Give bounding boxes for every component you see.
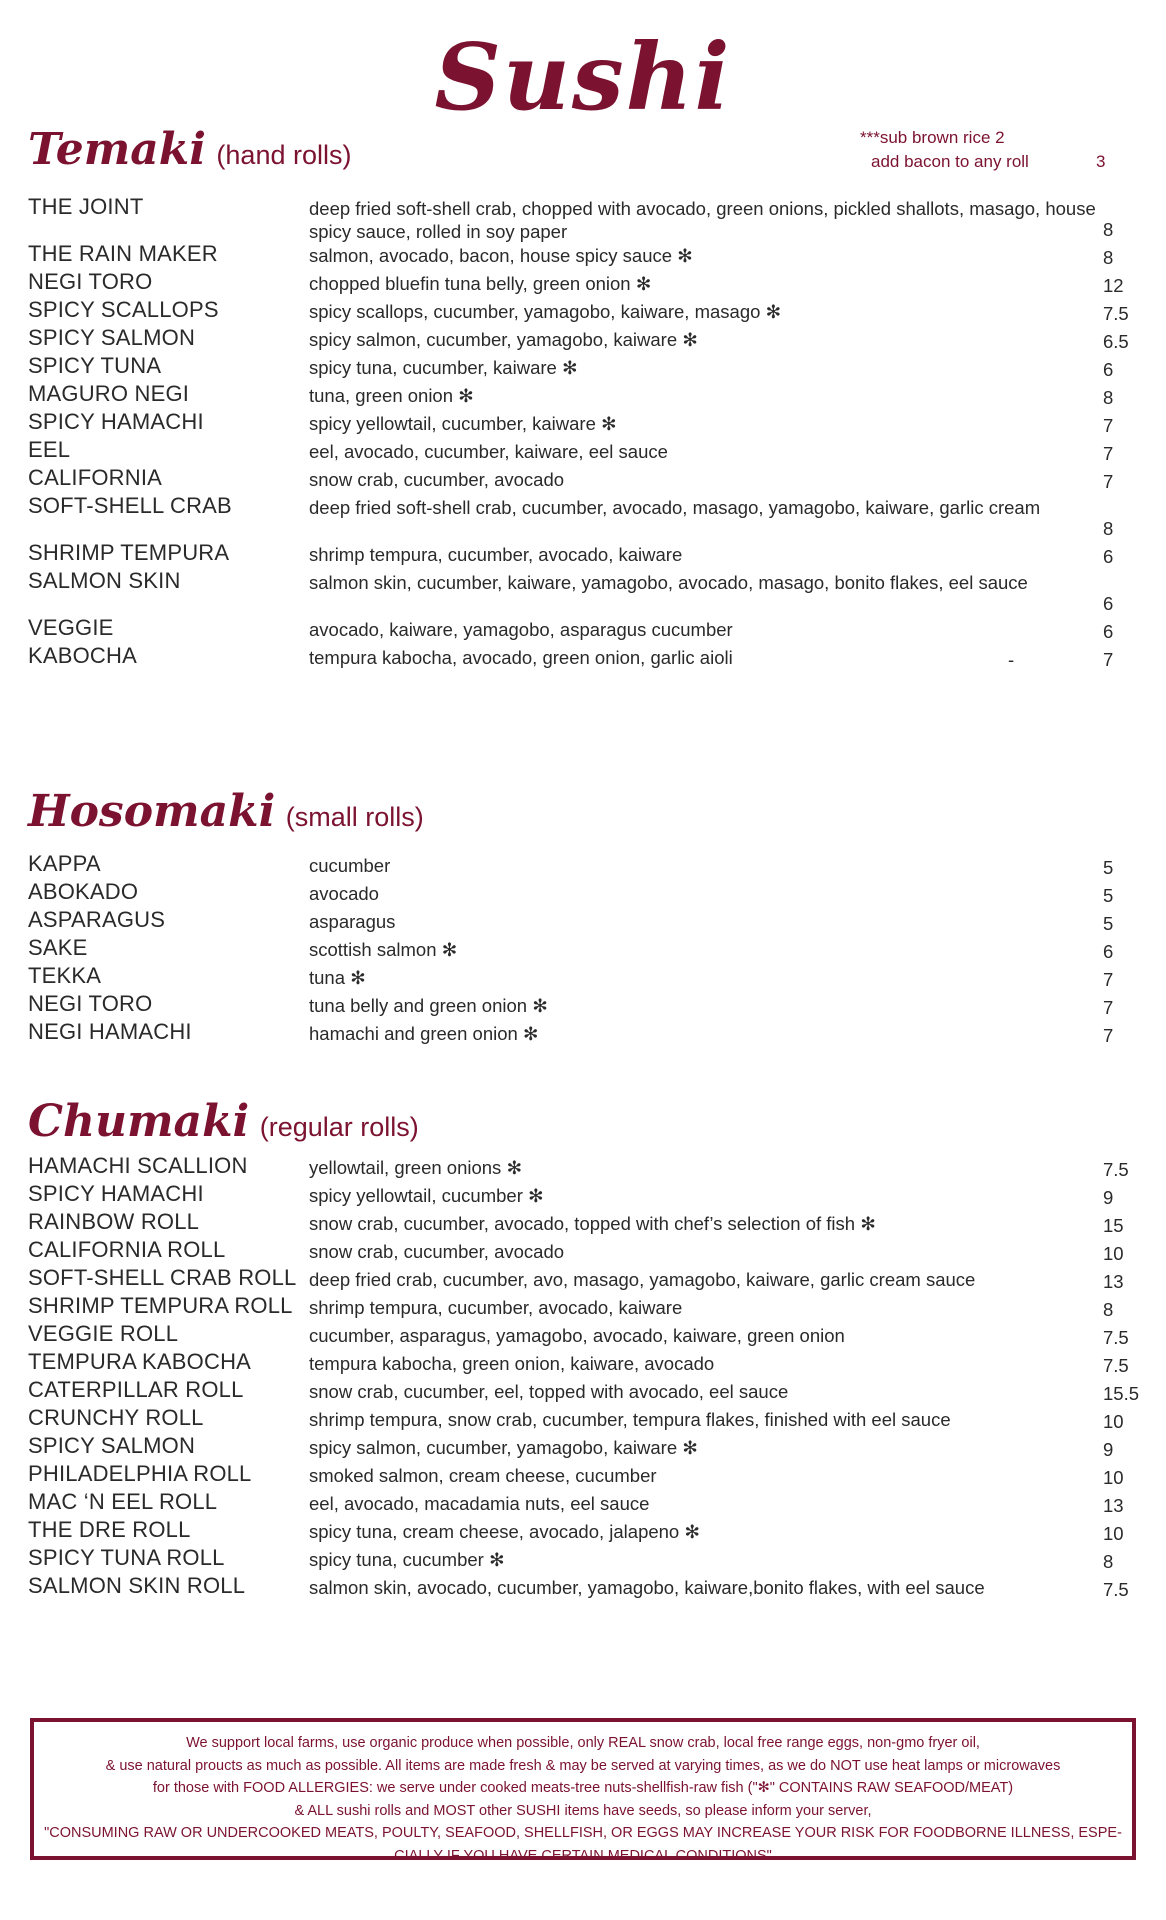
menu-item — [0, 1405, 1166, 1433]
menu-item — [0, 1209, 1166, 1237]
item-name: ABOKADO — [28, 879, 139, 904]
item-price: 7.5 — [1103, 1159, 1129, 1180]
item-name: SPICY HAMACHI — [28, 409, 204, 434]
menu-item — [0, 1293, 1166, 1321]
item-price: 10 — [1103, 1523, 1124, 1544]
item-name: SHRIMP TEMPURA ROLL — [28, 1293, 293, 1318]
item-name: CALIFORNIA ROLL — [28, 1237, 226, 1262]
item-name: THE RAIN MAKER — [28, 241, 218, 266]
item-name: SPICY SALMON — [28, 325, 196, 350]
item-price: 15.5 — [1103, 1383, 1140, 1404]
item-description: eel, avocado, macadamia nuts, eel sauce — [309, 1493, 650, 1514]
menu-item — [0, 1433, 1166, 1461]
footer-line: CIALLY IF YOU HAVE CERTAIN MEDICAL CONDITIONS" — [394, 1847, 772, 1864]
menu-item — [0, 851, 1166, 879]
item-description: asparagus — [309, 911, 396, 932]
menu-item — [0, 1321, 1166, 1349]
item-name: THE JOINT — [28, 194, 144, 219]
chumaki-list — [0, 1153, 1166, 1601]
item-description: spicy tuna, cream cheese, avocado, jalapeno ✻ — [309, 1521, 700, 1542]
menu-item — [0, 1517, 1166, 1545]
chumaki-heading — [28, 1096, 419, 1147]
item-name: MAC ‘N EEL ROLL — [28, 1489, 218, 1514]
bacon-note: add bacon to any roll — [871, 152, 1029, 171]
item-name: SALMON SKIN ROLL — [28, 1573, 246, 1598]
item-price: 12 — [1103, 275, 1124, 296]
item-price: 8 — [1103, 518, 1114, 539]
item-name: HAMACHI SCALLION — [28, 1153, 248, 1178]
item-description: spicy salmon, cucumber, yamagobo, kaiware ✻ — [309, 1437, 698, 1458]
menu-item — [0, 907, 1166, 935]
item-description: snow crab, cucumber, avocado, topped with chef’s selection of fish ✻ — [309, 1213, 876, 1234]
item-description: tuna, green onion ✻ — [309, 385, 474, 406]
item-description: spicy yellowtail, cucumber, kaiware ✻ — [309, 413, 617, 434]
item-description: deep fried crab, cucumber, avo, masago, yamagobo, kaiware, garlic cream sauce — [309, 1269, 976, 1290]
item-name: SPICY SCALLOPS — [28, 297, 219, 322]
allergy-disclaimer-box — [30, 1718, 1136, 1864]
item-description: hamachi and green onion ✻ — [309, 1023, 539, 1044]
menu-item — [0, 1489, 1166, 1517]
item-name: CALIFORNIA — [28, 465, 163, 490]
menu-item — [0, 1377, 1166, 1405]
item-price: 8 — [1103, 387, 1114, 408]
item-name: MAGURO NEGI — [28, 381, 190, 406]
item-price: 13 — [1103, 1271, 1124, 1292]
menu-item — [0, 1237, 1166, 1265]
menu-item — [0, 963, 1166, 991]
item-name: TEMPURA KABOCHA — [28, 1349, 252, 1374]
item-description: snow crab, cucumber, eel, topped with avocado, eel sauce — [309, 1381, 789, 1402]
item-description: scottish salmon ✻ — [309, 939, 458, 960]
menu-item — [0, 1573, 1166, 1601]
menu-item — [0, 194, 1166, 241]
hosomaki-subtitle: (small rolls) — [285, 802, 424, 832]
item-name: SOFT-SHELL CRAB ROLL — [28, 1265, 297, 1290]
item-description: shrimp tempura, cucumber, avocado, kaiware — [309, 1297, 683, 1318]
item-name: NEGI HAMACHI — [28, 1019, 192, 1044]
menu-item — [0, 991, 1166, 1019]
chumaki-subtitle: (regular rolls) — [259, 1112, 419, 1142]
item-description: tuna ✻ — [309, 967, 366, 988]
item-description: snow crab, cucumber, avocado — [309, 1241, 565, 1262]
item-description: cucumber — [309, 855, 391, 876]
item-description: tempura kabocha, green onion, kaiware, avocado — [309, 1353, 715, 1374]
footer-line: & ALL sushi rolls and MOST other SUSHI items have seeds, so please inform your server, — [294, 1802, 872, 1819]
item-price: 6 — [1103, 593, 1114, 614]
footer-line: for those with FOOD ALLERGIES: we serve under cooked meats-tree nuts-shellfish-raw fish ("✻" CONTAINS RAW SEAFOOD/MEAT) — [152, 1780, 1014, 1796]
item-description: spicy tuna, cucumber ✻ — [309, 1549, 505, 1570]
item-price: 15 — [1103, 1215, 1124, 1236]
item-name: SALMON SKIN — [28, 568, 181, 593]
item-name: SPICY SALMON — [28, 1433, 196, 1458]
menu-item — [0, 269, 1166, 297]
item-name: NEGI TORO — [28, 991, 153, 1016]
item-price: 7.5 — [1103, 1355, 1129, 1376]
item-description: salmon skin, cucumber, kaiware, yamagobo, avocado, masago, bonito flakes, eel sauce — [309, 572, 1028, 593]
item-description: spicy scallops, cucumber, yamagobo, kaiware, masago ✻ — [309, 301, 782, 322]
item-description: chopped bluefin tuna belly, green onion ✻ — [309, 273, 652, 294]
menu-item — [0, 1153, 1166, 1181]
item-price: 7.5 — [1103, 1327, 1129, 1348]
menu-item — [0, 1265, 1166, 1293]
temaki-heading — [28, 124, 351, 175]
item-description: avocado — [309, 883, 379, 904]
item-name: SPICY HAMACHI — [28, 1181, 204, 1206]
item-description: spicy salmon, cucumber, yamagobo, kaiware ✻ — [309, 329, 698, 350]
item-description: tuna belly and green onion ✻ — [309, 995, 548, 1016]
item-description: eel, avocado, cucumber, kaiware, eel sauce — [309, 441, 668, 462]
menu-item — [0, 1461, 1166, 1489]
item-description: cucumber, asparagus, yamagobo, avocado, kaiware, green onion — [309, 1325, 845, 1346]
item-price: 10 — [1103, 1411, 1124, 1432]
item-price: 7.5 — [1103, 1579, 1129, 1600]
menu-item — [0, 1019, 1166, 1047]
item-name: KAPPA — [28, 851, 101, 876]
item-price: 8 — [1103, 1299, 1114, 1320]
item-description: snow crab, cucumber, avocado — [309, 469, 565, 490]
footer-line: & use natural proucts as much as possible. All items are made fresh & may be served at varying times, as we do NOT use heat lamps or microwaves — [105, 1757, 1061, 1774]
item-name: VEGGIE — [28, 615, 114, 640]
menu-item — [0, 325, 1166, 353]
chumaki-title: Chumaki — [28, 1096, 250, 1147]
item-price: 7 — [1103, 443, 1114, 464]
item-name: VEGGIE ROLL — [28, 1321, 179, 1346]
item-price: 6 — [1103, 941, 1114, 962]
item-price: 6.5 — [1103, 331, 1129, 352]
item-price: 6 — [1103, 621, 1114, 642]
item-description: tempura kabocha, avocado, green onion, garlic aioli — [309, 647, 733, 668]
hosomaki-title: Hosomaki — [28, 786, 276, 837]
item-price: 7 — [1103, 415, 1114, 436]
menu-item — [0, 568, 1166, 615]
menu-item — [0, 353, 1166, 381]
item-price: 8 — [1103, 1551, 1114, 1572]
menu-item — [0, 241, 1166, 269]
item-name: EEL — [28, 437, 71, 462]
item-price: 9 — [1103, 1187, 1114, 1208]
item-description: shrimp tempura, snow crab, cucumber, tempura flakes, finished with eel sauce — [309, 1409, 951, 1430]
item-name: PHILADELPHIA ROLL — [28, 1461, 252, 1486]
item-description: spicy yellowtail, cucumber ✻ — [309, 1185, 544, 1206]
menu-item — [0, 1181, 1166, 1209]
item-dash: - — [1008, 649, 1015, 670]
brown-rice-note: ***sub brown rice 2 — [860, 128, 1005, 147]
menu-item — [0, 409, 1166, 437]
item-price: 9 — [1103, 1439, 1114, 1460]
item-price: 5 — [1103, 857, 1114, 878]
item-name: TEKKA — [28, 963, 102, 988]
item-price: 10 — [1103, 1243, 1124, 1264]
menu-item — [0, 643, 1166, 671]
footer-line: We support local farms, use organic produce when possible, only REAL snow crab, local free range eggs, non-gmo fryer oil, — [186, 1735, 980, 1751]
item-price: 8 — [1103, 219, 1114, 240]
menu-item — [0, 437, 1166, 465]
menu-item — [0, 493, 1166, 540]
item-name: KABOCHA — [28, 643, 137, 668]
menu-item — [0, 1349, 1166, 1377]
item-price: 8 — [1103, 247, 1114, 268]
menu-item — [0, 1545, 1166, 1573]
item-price: 5 — [1103, 913, 1114, 934]
page-title: Sushi — [434, 23, 732, 131]
item-price: 13 — [1103, 1495, 1124, 1516]
menu-item — [0, 381, 1166, 409]
temaki-title: Temaki — [28, 124, 206, 175]
item-name: CRUNCHY ROLL — [28, 1405, 204, 1430]
item-description: salmon skin, avocado, cucumber, yamagobo, kaiware,bonito flakes, with eel sauce — [309, 1577, 985, 1598]
temaki-subtitle: (hand rolls) — [216, 140, 352, 170]
item-description: deep fried soft-shell crab, chopped with avocado, green onions, pickled shallots, masago, house spicy sauce, rolled in soy paper — [309, 198, 1096, 242]
item-price: 10 — [1103, 1467, 1124, 1488]
item-price: 6 — [1103, 359, 1114, 380]
item-name: SPICY TUNA ROLL — [28, 1545, 225, 1570]
menu-item — [0, 297, 1166, 325]
item-name: ASPARAGUS — [28, 907, 166, 932]
menu-item — [0, 615, 1166, 643]
menu-item — [0, 879, 1166, 907]
item-name: SPICY TUNA — [28, 353, 162, 378]
hosomaki-heading — [28, 786, 424, 837]
item-description: smoked salmon, cream cheese, cucumber — [309, 1465, 657, 1486]
item-description: deep fried soft-shell crab, cucumber, avocado, masago, yamagobo, kaiware, garlic cream — [309, 497, 1041, 518]
menu-item — [0, 935, 1166, 963]
menu-item — [0, 540, 1166, 568]
hosomaki-list — [0, 851, 1166, 1047]
item-description: yellowtail, green onions ✻ — [309, 1157, 522, 1178]
bacon-price: 3 — [1096, 152, 1106, 171]
item-name: SHRIMP TEMPURA — [28, 540, 230, 565]
item-name: NEGI TORO — [28, 269, 153, 294]
menu-item — [0, 465, 1166, 493]
item-price: 7 — [1103, 471, 1114, 492]
item-name: CATERPILLAR ROLL — [28, 1377, 244, 1402]
footer-line: "CONSUMING RAW OR UNDERCOOKED MEATS, POULTY, SEAFOOD, SHELLFISH, OR EGGS MAY INCREASE YOUR RISK FOR FOODBORNE ILLNESS, ESPE- — [44, 1825, 1122, 1841]
item-price: 5 — [1103, 885, 1114, 906]
item-price: 7 — [1103, 969, 1114, 990]
temaki-list — [0, 194, 1166, 671]
item-name: SAKE — [28, 935, 88, 960]
item-name: RAINBOW ROLL — [28, 1209, 200, 1234]
item-price: 6 — [1103, 546, 1114, 567]
item-description: avocado, kaiware, yamagobo, asparagus cucumber — [309, 619, 733, 640]
item-price: 7 — [1103, 1025, 1114, 1046]
item-price: 7 — [1103, 649, 1114, 670]
item-price: 7.5 — [1103, 303, 1129, 324]
item-description: salmon, avocado, bacon, house spicy sauce ✻ — [309, 245, 693, 266]
item-description: shrimp tempura, cucumber, avocado, kaiware — [309, 544, 683, 565]
item-description: spicy tuna, cucumber, kaiware ✻ — [309, 357, 578, 378]
item-name: SOFT-SHELL CRAB — [28, 493, 232, 518]
item-name: THE DRE ROLL — [28, 1517, 191, 1542]
item-price: 7 — [1103, 997, 1114, 1018]
